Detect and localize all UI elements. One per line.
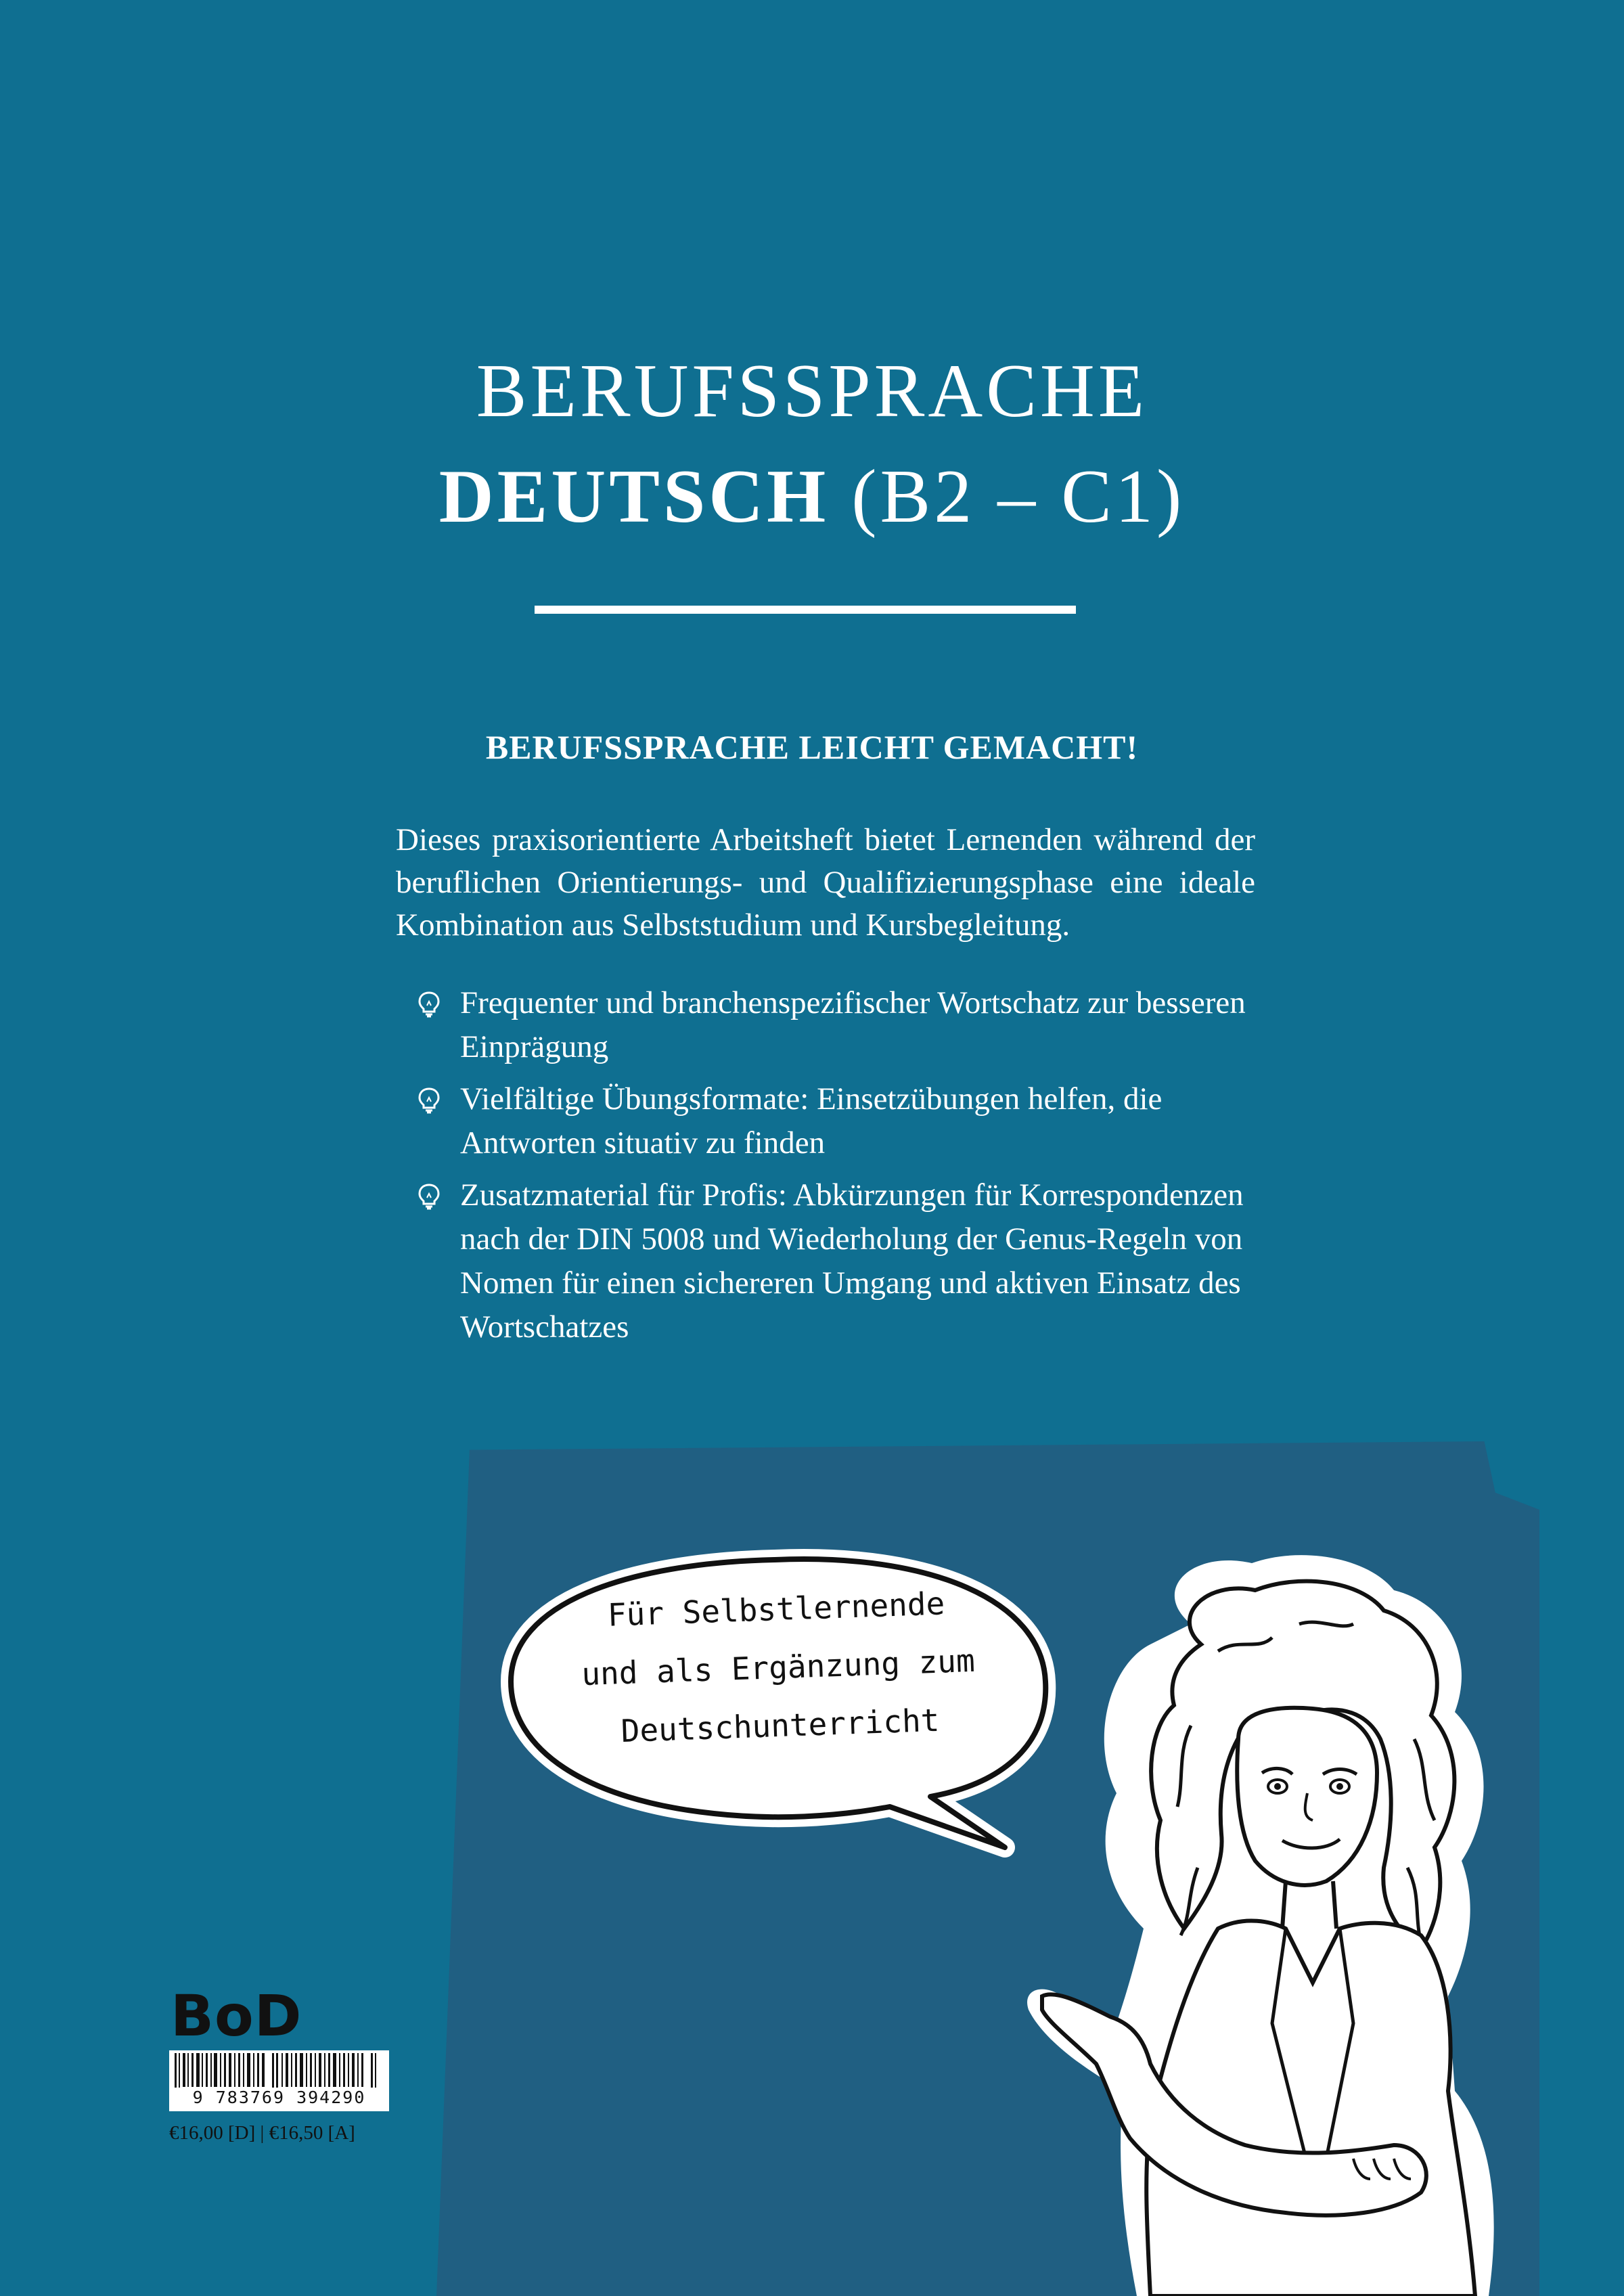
feature-item (416, 1077, 1262, 1165)
feature-item (416, 1173, 1262, 1349)
title-divider (535, 606, 1076, 614)
title-line-1: BERUFSSPRACHE (476, 349, 1148, 433)
intro-paragraph: Dieses praxisorientierte Arbeitsheft bietet Lernenden während der beruflichen Orientierungs- und Qualifizierungsphase eine ideale Kombination aus Selbststudium und Kursbegleitung. (396, 822, 1255, 943)
feature-text: Zusatzmaterial für Profis: Abkürzungen für Korrespondenzen nach der DIN 5008 und Wiederholung der Genus-Regeln von Nomen für einen sichereren Umgang und aktiven Einsatz des Wortschatzes (460, 1177, 1244, 1345)
subheadline: BERUFSSPRACHE LEICHT GEMACHT! (485, 728, 1139, 766)
feature-text: Vielfältige Übungsformate: Einsetzübungen helfen, die Antworten situativ zu finden (460, 1081, 1163, 1161)
speech-line-1: Für Selbstlernende (606, 1585, 946, 1634)
feature-text: Frequenter und branchenspezifischer Wortschatz zur besseren Einprägung (460, 985, 1246, 1064)
book-title (0, 338, 1624, 549)
price-label: €16,00 [D] | €16,50 [A] (169, 2122, 355, 2144)
speech-line-3: Deutschunterricht (620, 1701, 941, 1750)
feature-list (416, 981, 1262, 1357)
lightbulb-icon (416, 991, 442, 1018)
isbn-number: 9 783769 394290 (169, 2088, 389, 2107)
lightbulb-icon (416, 1183, 442, 1210)
feature-item (416, 981, 1262, 1069)
title-line-2 (0, 444, 1624, 549)
speech-bubble-text (518, 1571, 1039, 1763)
lightbulb-icon (416, 1087, 442, 1114)
woman-illustration (1015, 1550, 1556, 2296)
title-line-2-bold: DEUTSCH (438, 455, 830, 539)
publisher-logo: BoD (171, 1983, 302, 2049)
speech-line-2: und als Ergänzung zum (581, 1642, 976, 1693)
title-line-2-rest: (B2 – C1) (829, 455, 1186, 539)
